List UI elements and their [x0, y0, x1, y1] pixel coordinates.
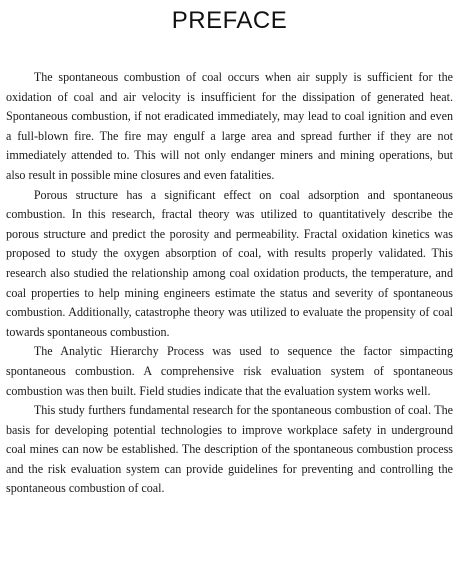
paragraph-4: This study furthers fundamental research for the spontaneous combustion of coal. The basis for developing potential technologies to improve workplace safety in underground coal mines can now be established. The description of the spontaneous combustion process and the risk evaluation system can provide guidelines for preventing and controlling the spontaneous combustion of coal. [6, 403, 453, 496]
paragraph-3: The Analytic Hierarchy Process was used to sequence the factor simpacting spontaneous combustion. A comprehensive risk evaluation system of spontaneous combustion was then built. Field studies indicate that the evaluation system works well. [6, 344, 453, 398]
paragraph-2: Porous structure has a significant effect on coal adsorption and spontaneous combustion. In this research, fractal theory was utilized to quantitatively describe the porous structure and predict the porosity and permeability. Fractal oxidation kinetics was proposed to study the oxygen absorption of coal, with results properly validated. This research also studied the relationship among coal oxidation products, the temperature, and coal properties to help mining engineers estimate the status and severity of spontaneous combustion. Additionally, catastrophe theory was utilized to evaluate the propensity of coal towards spontaneous combustion. [6, 187, 453, 339]
paragraph-1: The spontaneous combustion of coal occurs when air supply is sufficient for the oxidation of coal and air velocity is insufficient for the dissipation of generated heat. Spontaneous combustion, if not eradicated immediately, may lead to coal ignition and even a full-blown fire. The fire may engulf a large area and spread further if they are not immediately attended to. This will not only endanger miners and mining operations, but also result in possible mine closures and even fatalities. [6, 70, 453, 182]
preface-body [6, 68, 453, 499]
page-title: PREFACE [171, 7, 288, 34]
